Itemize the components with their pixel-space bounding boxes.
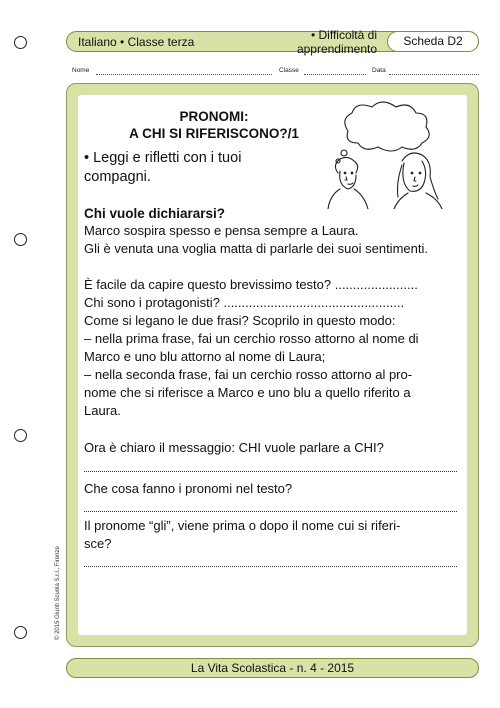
class-label: Classe <box>279 67 299 74</box>
binder-hole-1 <box>14 36 27 49</box>
student-fields <box>72 67 480 77</box>
subject-label: Italiano • Classe terza <box>78 34 195 49</box>
body-line: Gli è venuta una voglia matta di parlarle dei suoi sentimenti. <box>84 241 428 256</box>
answer-line[interactable] <box>84 511 457 512</box>
question-line: Il pronome “gli”, viene prima o dopo il nome cui si riferi- <box>84 518 401 533</box>
instruction-line1: • Leggi e rifletti con i tuoi <box>84 150 242 166</box>
worksheet-title-line1: PRONOMI: <box>179 109 249 124</box>
date-label: Data <box>372 67 386 74</box>
page-footer: La Vita Scolastica - n. 4 - 2015 <box>66 658 479 678</box>
question-line: Chi sono i protagonisti? .................................................. <box>84 295 405 310</box>
sheet-badge: Scheda D2 <box>387 31 479 52</box>
body-line: Laura. <box>84 403 121 418</box>
date-field[interactable] <box>389 67 479 75</box>
worksheet-title-line2: A CHI SI RIFERISCONO?/1 <box>129 126 299 141</box>
instruction-line2: compagni. <box>84 169 151 185</box>
body-line: – nella prima frase, fai un cerchio rosso attorno al nome di <box>84 331 419 346</box>
question-line: Che cosa fanno i pronomi nel testo? <box>84 481 293 496</box>
body-line: Marco sospira spesso e pensa sempre a Laura. <box>84 223 359 238</box>
question-line: È facile da capire questo brevissimo testo? ....................... <box>84 277 418 292</box>
answer-line[interactable] <box>84 566 457 567</box>
binder-hole-4 <box>14 626 27 639</box>
body-line: Come si legano le due frasi? Scoprilo in questo modo: <box>84 313 396 328</box>
body-line: nome che si riferisce a Marco e uno blu a quello riferito a <box>84 385 411 400</box>
page-header <box>66 27 479 56</box>
class-field[interactable] <box>304 67 366 75</box>
question-line: sce? <box>84 536 112 551</box>
section-heading: Chi vuole dichiararsi? <box>84 206 226 221</box>
binder-hole-2 <box>14 233 27 246</box>
copyright-notice: © 2015 Giunti Scuola S.r.l., Firenze <box>55 546 61 640</box>
body-line: Marco e uno blu attorno al nome di Laura; <box>84 349 326 364</box>
answer-line[interactable] <box>84 471 457 472</box>
topic-label: • Difficoltà di apprendimento <box>296 27 377 56</box>
name-label: Nome <box>72 67 90 74</box>
couple-illustration <box>318 99 453 209</box>
name-field[interactable] <box>96 67 272 75</box>
binder-hole-3 <box>14 429 27 442</box>
body-line: – nella seconda frase, fai un cerchio rosso attorno al pro- <box>84 367 413 382</box>
question-line: Ora è chiaro il messaggio: CHI vuole parlare a CHI? <box>84 440 384 455</box>
